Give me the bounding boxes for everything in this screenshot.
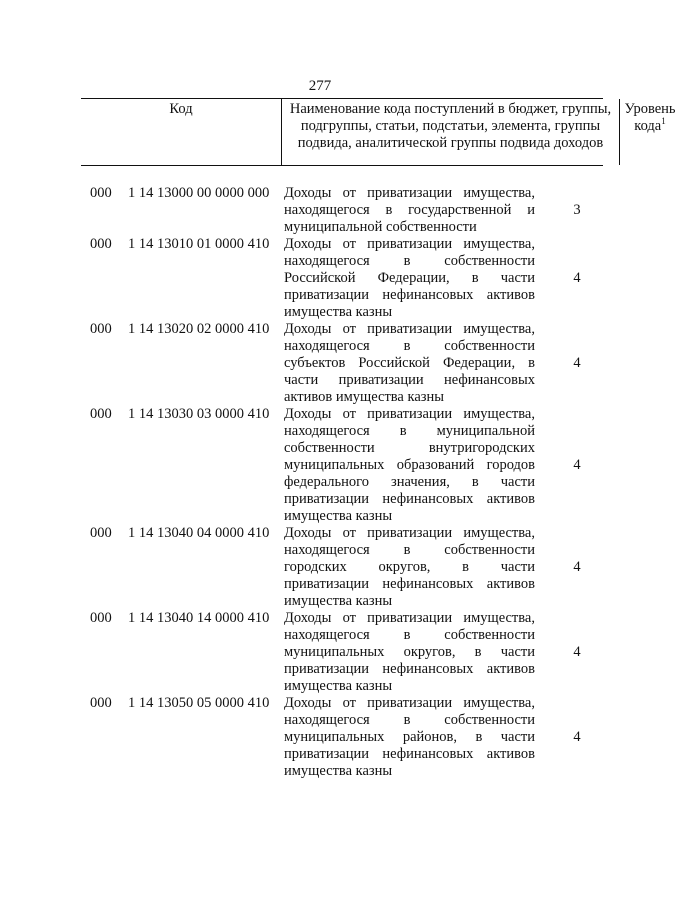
page-number: 277 [308,78,332,94]
table-row [0,236,640,321]
table-header [81,98,676,166]
header-code-cell [81,99,281,165]
row-prefix: 000 [90,610,112,626]
row-name: Доходы от приватизации имущества, находящегося в собственности муниципальных районов, в части приватизации нефинансовых активов имущества казны [284,695,535,779]
row-prefix: 000 [90,236,112,252]
header-level-cell [619,99,681,165]
row-name: Доходы от приватизации имущества, находящегося в собственности субъектов Российской Федерации, в части приватизации нефинансовых активов имущества казны [284,321,535,405]
table-row [0,321,640,406]
row-name: Доходы от приватизации имущества, находящегося в собственности городских округов, в части приватизации нефинансовых активов имущества казны [284,525,535,609]
row-code: 1 14 13000 00 0000 000 [128,185,270,201]
row-code: 1 14 13020 02 0000 410 [128,321,270,337]
row-level: 4 [573,644,581,660]
header-level-footnote: 1 [661,116,666,126]
row-code: 1 14 13030 03 0000 410 [128,406,270,422]
row-prefix: 000 [90,321,112,337]
row-prefix: 000 [90,695,112,711]
row-name: Доходы от приватизации имущества, находящегося в собственности муниципальных округов, в части приватизации нефинансовых активов имущества казны [284,610,535,694]
table-body [0,185,640,780]
row-level: 4 [573,559,581,575]
row-code: 1 14 13040 14 0000 410 [128,610,270,626]
row-level: 3 [573,202,581,218]
header-name-cell [281,99,620,165]
row-prefix: 000 [90,185,112,201]
row-prefix: 000 [90,525,112,541]
table-row [0,525,640,610]
header-code-label: Код [169,101,193,117]
header-name-label: Наименование кода поступлений в бюджет, группы, подгруппы, статьи, подстатьи, элемента, группы подвида, аналитической группы подвида доходов [289,101,612,151]
table-row [0,406,640,525]
row-level: 4 [573,355,581,371]
row-name: Доходы от приватизации имущества, находящегося в собственности Российской Федерации, в части приватизации нефинансовых активов имущества казны [284,236,535,320]
row-name: Доходы от приватизации имущества, находящегося в муниципальной собственности внутригородских муниципальных образований городов федерального значения, в части приватизации нефинансовых активов имущества казны [284,406,535,524]
row-name: Доходы от приватизации имущества, находящегося в государственной и муниципальной собственности [284,185,535,235]
row-code: 1 14 13050 05 0000 410 [128,695,270,711]
row-level: 4 [573,729,581,745]
table-row [0,185,640,236]
row-code: 1 14 13010 01 0000 410 [128,236,270,252]
row-level: 4 [573,457,581,473]
row-level: 4 [573,270,581,286]
table-row [0,695,640,780]
row-prefix: 000 [90,406,112,422]
row-code: 1 14 13040 04 0000 410 [128,525,270,541]
table-row [0,610,640,695]
header-level-label: Уровень кода [624,101,676,134]
